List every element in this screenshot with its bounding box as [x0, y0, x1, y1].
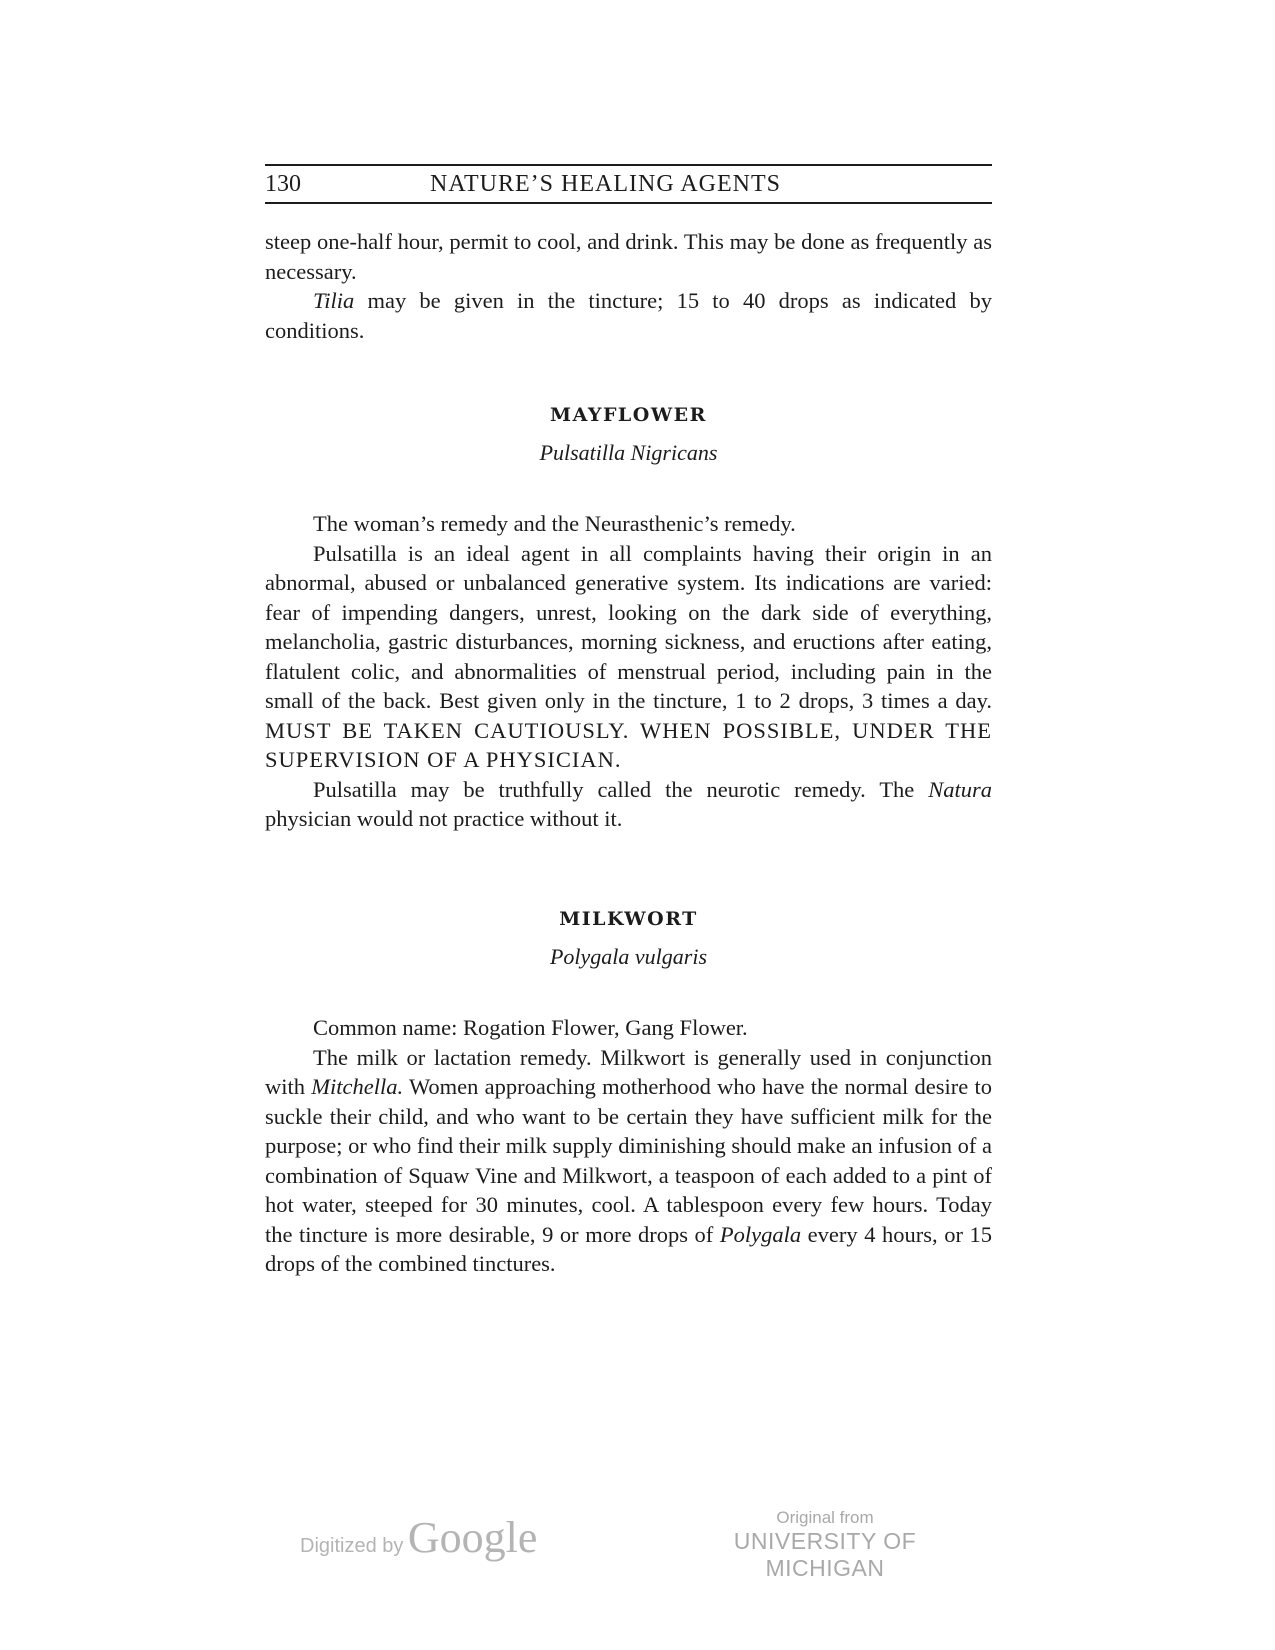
milkwort-paragraph-2-end: every 4 hours, or 15 drops of the combined tinctures.: [265, 1221, 992, 1276]
polygala-italic: Polygala: [719, 1221, 802, 1247]
institution-name: UNIVERSITY OF MICHIGAN: [733, 1528, 917, 1581]
mayflower-latin-name: Pulsatilla Nigricans: [539, 440, 718, 465]
intro-paragraph-2: [265, 286, 992, 345]
digitized-by-text: Digitized by: [300, 1535, 404, 1557]
google-logo: Google: [407, 1513, 538, 1562]
mayflower-paragraph-3-end: physician would not practice without it.: [265, 806, 623, 831]
page-number: 130: [265, 171, 301, 197]
mayflower-paragraph-3-start: Pulsatilla may be truthfully called the neurotic remedy. The: [313, 776, 929, 802]
header-rule-bottom: [265, 202, 992, 204]
milkwort-paragraph-2-start: The milk or lactation remedy. Milkwort is generally used in conjunction with: [265, 1044, 992, 1099]
header-rule-top: [265, 164, 992, 166]
intro-text: [265, 227, 992, 345]
intro-paragraph-1: steep one-half hour, permit to cool, and drink. This may be done as frequently as necessary.: [265, 229, 992, 284]
intro-paragraph-2-text: may be given in the tincture; 15 to 40 drops as indicated by conditions.: [265, 288, 992, 343]
milkwort-paragraph-1: Common name: Rogation Flower, Gang Flower.: [313, 1015, 748, 1040]
milkwort-title: MILKWORT: [559, 908, 698, 930]
original-from-watermark: [690, 1508, 960, 1582]
mitchella-italic: Mitchella.: [311, 1074, 404, 1099]
natura-italic: Natura: [928, 776, 992, 802]
original-from-text: Original from: [776, 1508, 874, 1527]
mayflower-text: [265, 509, 992, 834]
tilia-italic: Tilia: [313, 288, 355, 313]
mayflower-paragraph-3: [265, 775, 992, 834]
running-head: [265, 168, 992, 200]
milkwort-paragraph-2-middle: Women approaching motherhood who have the normal desire to suckle their child, and who want to be certain they have sufficient milk for the purpose; or who find their milk supply diminishing should make an infusion of a combination of Squaw Vine and Milkwort, a teaspoon of each added to a pint of hot water, steeped for 30 minutes, cool. A tablespoon every few hours. Today the tincture is more desirable, 9 or more drops of: [265, 1074, 992, 1247]
milkwort-text: [265, 1013, 992, 1279]
caution-text: MUST BE TAKEN CAUTIOUSLY. WHEN POSSIBLE, UNDER THE SUPERVISION OF A PHYSICIAN.: [265, 717, 992, 772]
running-title: NATURE’S HEALING AGENTS: [430, 171, 781, 197]
mayflower-paragraph-2: [265, 539, 992, 775]
mayflower-paragraph-1: The woman’s remedy and the Neurasthenic’s remedy.: [313, 511, 796, 536]
milkwort-latin-name: Polygala vulgaris: [549, 944, 708, 969]
mayflower-paragraph-2-text: Pulsatilla is an ideal agent in all complaints having their origin in an abnormal, abused or unbalanced generative system. Its indications are varied: fear of impending dangers, unrest, looking on the dark side of everything, melancholia, gastric disturbances, morning sickness, and eructions after eating, flatulent colic, and abnormalities of menstrual period, including pain in the small of the back. Best given only in the tincture, 1 to 2 drops, 3 times a day.: [265, 540, 992, 713]
mayflower-title: MAYFLOWER: [550, 404, 707, 426]
digitized-by-watermark: [300, 1512, 537, 1563]
milkwort-paragraph-2: [265, 1043, 992, 1279]
